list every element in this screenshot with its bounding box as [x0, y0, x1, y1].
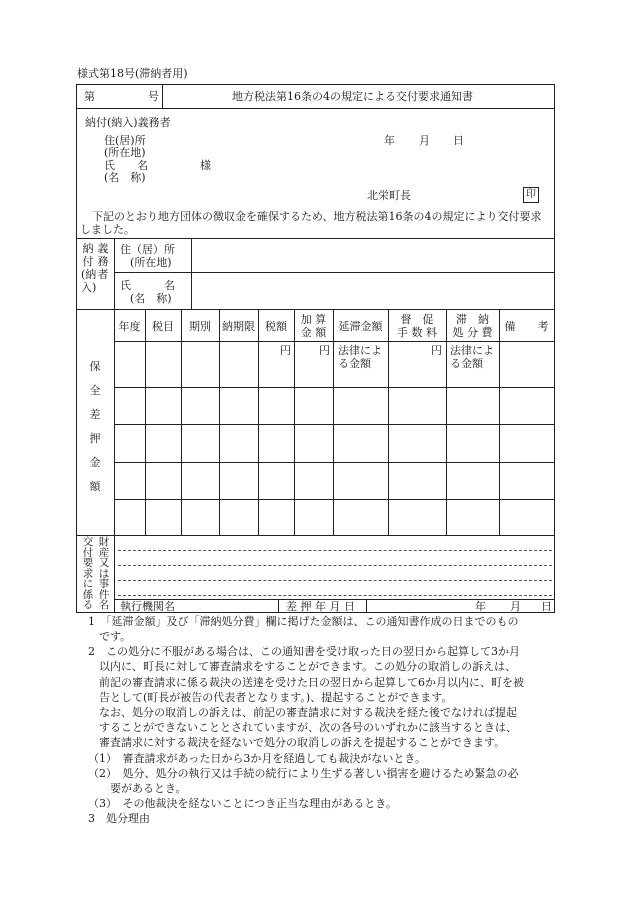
agency-label: 執行機関名: [120, 600, 175, 613]
obligor-name-label: 氏 名: [120, 279, 175, 292]
date-year: 年: [384, 134, 395, 147]
addressee-address-label: 住(居)所: [104, 134, 146, 147]
col-kasan-1: 加 算: [300, 313, 327, 326]
intro-line-1: 下記のとおり地方団体の徴収金を確保するため、地方税法第16条の4の規定により交付要求: [92, 210, 542, 223]
note-line: （2） 処分、処分の執行又は手続の続行により生ずる著しい損害を避けるため緊急の必: [88, 767, 519, 780]
col-deadline: 納期限: [222, 320, 255, 333]
seizure-month: 月: [510, 600, 521, 613]
col-biko: 備 考: [504, 320, 549, 333]
unit-entai-2: る金額: [338, 357, 371, 370]
date-month: 月: [419, 134, 430, 147]
col-year: 年度: [118, 320, 141, 333]
unit-tainou-1: 法律によ: [450, 344, 494, 357]
addressee-sama: 様: [200, 159, 211, 172]
col-kasan-2: 金 額: [300, 326, 327, 339]
frame-left: [76, 84, 77, 613]
issuer-name: 北栄町長: [367, 189, 411, 202]
note-line: 2 この処分に不服がある場合は、この通知書を受け取った日の翌日から起算して3か月: [88, 645, 520, 658]
frame-top: [76, 84, 555, 85]
col-period: 期別: [189, 320, 211, 333]
seal-mark: 印: [523, 187, 539, 203]
seizure-day: 日: [541, 600, 552, 613]
seizure-year: 年: [475, 600, 486, 613]
addressee-name-label: 氏 名: [104, 159, 148, 172]
unit-entai-1: 法律によ: [338, 344, 382, 357]
unit-tax: 円: [280, 344, 291, 357]
col-tax-amount: 税額: [265, 320, 287, 333]
obligor-side-label-1: 納付(納入): [81, 242, 97, 294]
property-side-label-2: 財産又は事件名: [98, 536, 110, 611]
col-tokusoku-2: 手 数 料: [397, 326, 437, 339]
property-side-label-1: 交付要求に係る: [82, 536, 94, 611]
form-id: 様式第18号(滞納者用): [77, 67, 188, 80]
number-go: 号: [148, 90, 159, 103]
note-line: 要があるとき。: [88, 782, 187, 795]
note-line: 以内に、町長に対して審査請求をすることができます。この処分の取消しの訴えは、: [88, 660, 517, 673]
note-line: なお、処分の取消しの訴えは、前記の審査請求に対する裁決を経た後でなければ提起: [88, 706, 517, 719]
date-day: 日: [453, 134, 464, 147]
note-line: （3） その他裁決を経ないことにつき正当な理由があるとき。: [88, 797, 397, 810]
col-tokusoku-1: 督 促: [400, 313, 434, 326]
intro-line-2: しました。: [80, 223, 135, 236]
note-line: です。: [88, 630, 132, 643]
note-line: （1） 審査請求があった日から3か月を経過しても裁決がないとき。: [88, 752, 426, 765]
number-dai: 第: [84, 90, 95, 103]
col-tainou-2: 処 分 費: [452, 326, 493, 339]
notice-title: 地方税法第16条の4の規定による交付要求通知書: [232, 90, 473, 103]
frame-right: [554, 84, 555, 613]
note-line: 前記の審査請求に係る裁決の送達を受けた日の翌日から起算して6か月以内に、町を被: [88, 676, 524, 689]
obligor-address-sub: (所在地): [130, 256, 172, 269]
unit-kasan: 円: [319, 344, 330, 357]
addressee-address-sub: (所在地): [104, 146, 146, 159]
note-line: 審査請求に対する裁決を経ないで処分の取消しの訴えを提起することができます。: [88, 736, 506, 749]
note-line: 告として(町長が被告の代表者となります。)、提起することができます。: [88, 691, 453, 704]
obligor-address-label: 住（居）所: [120, 243, 175, 256]
note-line: することができないこととされていますが、次の各号のいずれかに該当するときは、: [88, 721, 517, 734]
obligor-name-sub: (名 称): [130, 292, 172, 305]
amounts-side-label: 保全差押金額: [89, 360, 101, 493]
addressee-heading: 納付(納入)義務者: [85, 116, 171, 129]
col-tainou-1: 滞 納: [456, 313, 489, 326]
note-line: 3 処分理由: [88, 812, 150, 825]
obligor-side-label-2: 義務者: [97, 242, 109, 281]
seizure-date-label: 差 押 年 月 日: [286, 600, 355, 613]
col-tax-item: 税目: [152, 320, 174, 333]
col-entai: 延滞金額: [338, 320, 383, 333]
note-line: 1 「延滞金額」及び「滞納処分費」欄に掲げた金額は、この通知書作成の日までのもの: [88, 615, 519, 628]
addressee-name-sub: (名 称): [104, 171, 146, 184]
unit-tainou-2: る金額: [450, 357, 483, 370]
unit-tokusoku: 円: [431, 344, 442, 357]
